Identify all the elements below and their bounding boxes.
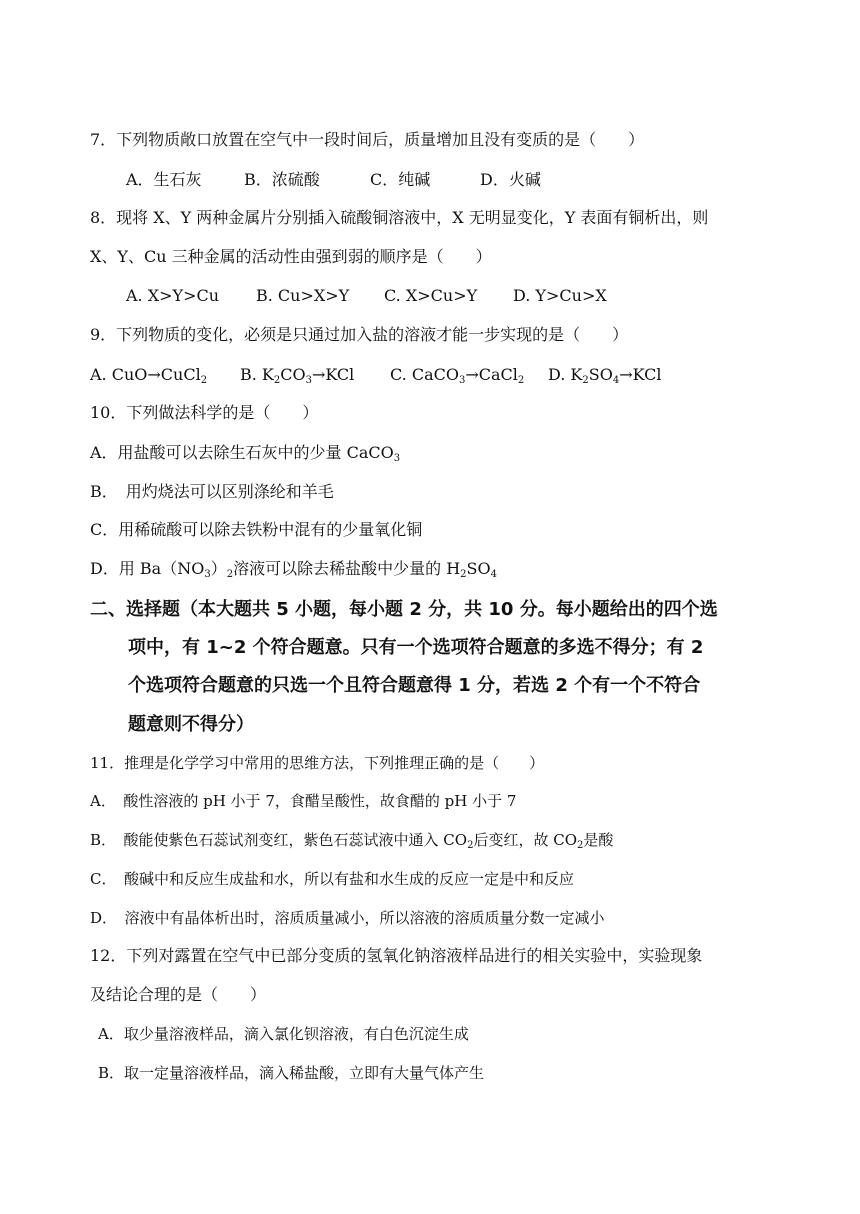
- q11-option-a: A． 酸性溶液的 pH 小于 7，食醋呈酸性，故食醋的 pH 小于 7: [90, 792, 517, 810]
- q12-option-b: B．取一定量溶液样品，滴入稀盐酸，立即有大量气体产生: [98, 1064, 485, 1082]
- q11-option-c: C． 酸碱中和反应生成盐和水，所以有盐和水生成的反应一定是中和反应: [90, 870, 574, 888]
- section2-heading-line4: 题意则不得分）: [128, 714, 254, 735]
- q10-option-a: A．用盐酸可以去除生石灰中的少量 CaCO$_3$: [90, 443, 401, 464]
- q8-stem-line2: X、Y、Cu 三种金属的活动性由强到弱的顺序是（ ）: [90, 247, 492, 266]
- q7-option-c: C．纯碱: [370, 170, 431, 189]
- q7-option-a: A．生石灰: [126, 170, 202, 189]
- section2-heading-line1: 二、选择题（本大题共 5 小题，每小题 2 分，共 10 分。每小题给出的四个选: [90, 599, 718, 620]
- q11-stem: 11．推理是化学学习中常用的思维方法，下列推理正确的是（ ）: [90, 754, 545, 772]
- q12-option-a: A．取少量溶液样品，滴入氯化钡溶液，有白色沉淀生成: [98, 1025, 469, 1043]
- q9-option-c: C. CaCO$_3$→CaCl$_2$: [390, 365, 525, 386]
- q10-stem: 10．下列做法科学的是（ ）: [90, 403, 319, 422]
- q9-option-b: B. $K_2CO_3\to KCl$: [240, 365, 355, 386]
- q11-option-b: B． 酸能使紫色石蕊试剂变红，紫色石蕊试液中通入 $CO_2$后变红，故 $CO_2$是酸: [90, 831, 614, 851]
- q8-option-c: C. X>Cu>Y: [384, 286, 478, 305]
- q10-option-d: D．用 $Ba(NO_3)_2$溶液可以除去稀盐酸中少量的 $H_2SO_4$: [90, 559, 497, 580]
- q7-option-b: B．浓硫酸: [244, 170, 320, 189]
- q8-option-b: B. Cu>X>Y: [256, 286, 350, 305]
- section2-heading-line2: 项中，有 1~2 个符合题意。只有一个选项符合题意的多选不得分；有 2: [128, 637, 704, 658]
- q9-stem: 9．下列物质的变化，必须是只通过加入盐的溶液才能一步实现的是（ ）: [90, 325, 629, 344]
- q9-option-a: A. CuO→CuCl$_2$: [90, 365, 208, 386]
- q10-option-b: B． 用灼烧法可以区别涤纶和羊毛: [90, 482, 334, 501]
- q7-option-d: D．火碱: [480, 170, 541, 189]
- q9-options: [90, 365, 662, 385]
- q7-stem: 7．下列物质敞口放置在空气中一段时间后，质量增加且没有变质的是（ ）: [90, 130, 645, 149]
- q12-stem-line1: 12．下列对露置在空气中已部分变质的氢氧化钠溶液样品进行的相关实验中，实验现象: [90, 946, 703, 965]
- q7-options: [126, 170, 541, 190]
- q12-stem-line2: 及结论合理的是（ ）: [90, 985, 267, 1004]
- q9-option-d: D. $K_2SO_4\to KCl$: [548, 365, 662, 386]
- q8-option-a: A. X>Y>Cu: [126, 286, 220, 305]
- q8-stem-line1: 8．现将 X、Y 两种金属片分别插入硫酸铜溶液中，X 无明显变化，Y 表面有铜析出，则: [90, 208, 709, 227]
- section2-heading-line3: 个选项符合题意的只选一个且符合题意得 1 分，若选 2 个有一个不符合: [128, 675, 701, 696]
- q11-option-d: D． 溶液中有晶体析出时，溶质质量减小，所以溶液的溶质质量分数一定减小: [90, 909, 605, 927]
- q8-options: [126, 286, 607, 306]
- q8-option-d: D. Y>Cu>X: [513, 286, 607, 305]
- q10-option-c: C．用稀硫酸可以除去铁粉中混有的少量氧化铜: [90, 520, 423, 539]
